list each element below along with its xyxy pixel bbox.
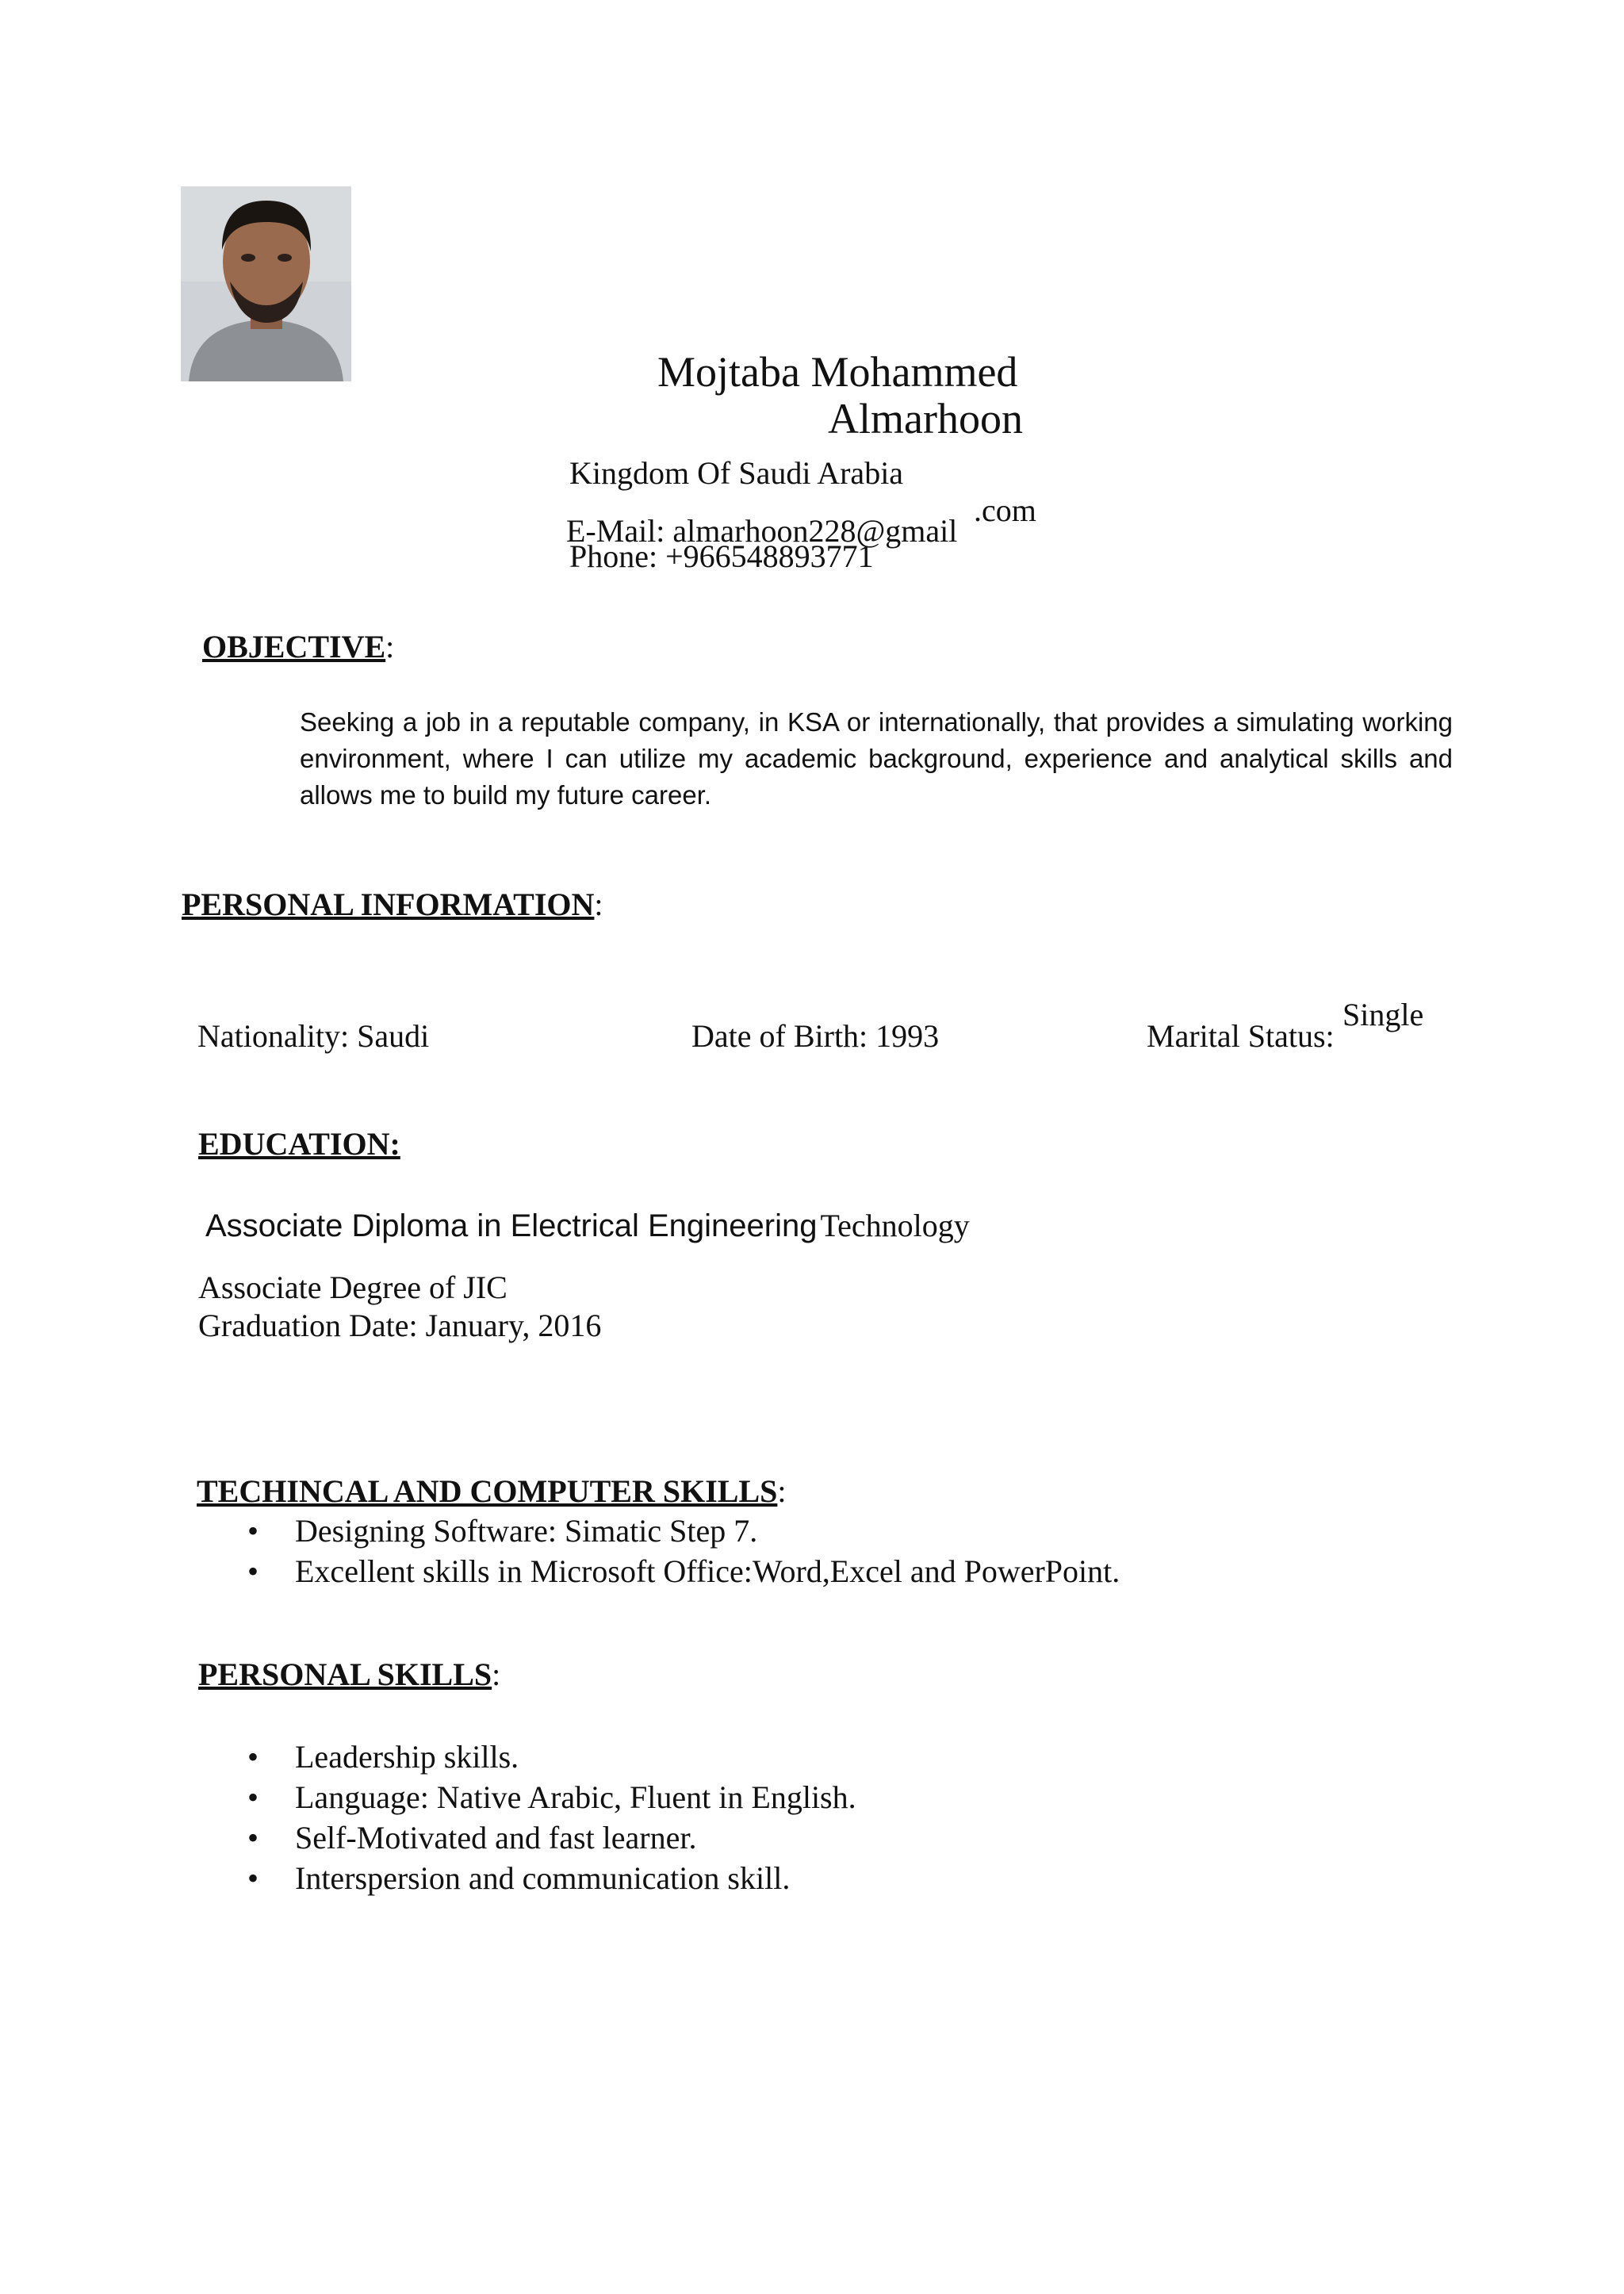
personal-skills-heading-row — [198, 1656, 500, 1693]
marital-status-label: Marital Status: — [1147, 1018, 1335, 1054]
country: Kingdom Of Saudi Arabia — [569, 455, 904, 491]
technical-skills-heading-row — [197, 1473, 787, 1510]
personal-skills-colon: : — [492, 1656, 501, 1692]
list-item: • Leadership skills. — [247, 1737, 856, 1777]
list-item: • Excellent skills in Microsoft Office:Word,Excel and PowerPoint. — [247, 1551, 1120, 1591]
personal-skills-list — [247, 1737, 856, 1898]
marital-status-value: Single — [1342, 997, 1424, 1032]
list-item: • Designing Software: Simatic Step 7. — [247, 1511, 1120, 1551]
education-heading: EDUCATION: — [198, 1126, 400, 1162]
email-suffix: .com — [974, 492, 1036, 528]
technical-skills-heading: TECHINCAL AND COMPUTER SKILLS — [197, 1473, 778, 1509]
nationality: Nationality: Saudi — [197, 1018, 430, 1054]
list-item: • Language: Native Arabic, Fluent in English. — [247, 1777, 856, 1817]
education-degree — [205, 1207, 970, 1244]
technical-skills-list — [247, 1511, 1120, 1591]
name-line-1: Mojtaba Mohammed — [657, 348, 1018, 396]
email-text: E-Mail: almarhoon228@gmail — [566, 513, 958, 549]
objective-heading-row — [202, 628, 394, 665]
name-line-2: Almarhoon — [828, 395, 1023, 442]
phone-text: Phone: +966548893771 — [569, 538, 874, 574]
personal-info-heading-row — [182, 886, 603, 923]
profile-photo — [181, 186, 351, 381]
personal-info-heading: PERSONAL INFORMATION — [182, 887, 595, 922]
objective-heading: OBJECTIVE — [202, 629, 386, 664]
list-item: • Self-Motivated and fast learner. — [247, 1817, 856, 1858]
date-of-birth: Date of Birth: 1993 — [691, 1018, 940, 1054]
objective-text: Seeking a job in a reputable company, in KSA or internationally, that provides a simulating working environment, where I can utilize my academic background, experience and analytical skills and allows me to build my future career. — [300, 707, 1453, 810]
personal-info-colon: : — [594, 887, 603, 922]
education-institution: Associate Degree of JIC — [198, 1270, 508, 1305]
objective-colon: : — [385, 629, 395, 664]
education-graduation: Graduation Date: January, 2016 — [198, 1308, 602, 1343]
person-photo-icon — [181, 186, 351, 381]
list-item: • Interspersion and communication skill. — [247, 1858, 856, 1898]
technical-skills-colon: : — [777, 1473, 787, 1509]
degree-name: Associate Diploma in Electrical Engineering — [205, 1208, 818, 1243]
degree-suffix: Technology — [820, 1208, 970, 1243]
personal-skills-heading: PERSONAL SKILLS — [198, 1656, 492, 1692]
